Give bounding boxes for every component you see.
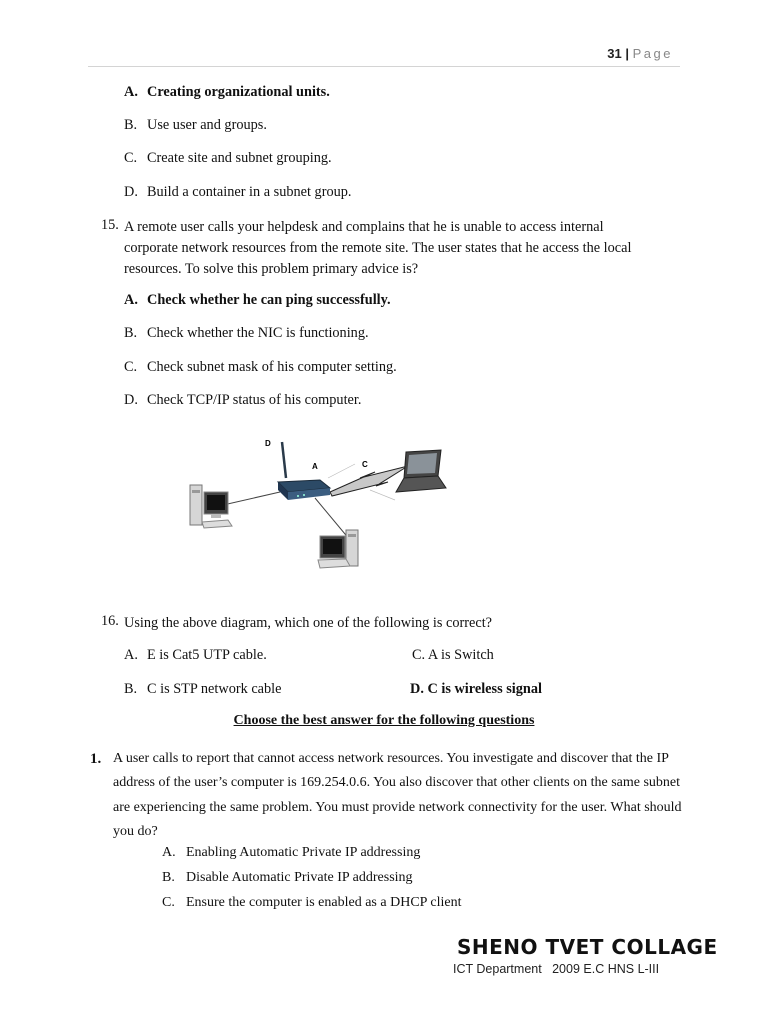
section-heading: Choose the best answer for the following questions: [233, 713, 535, 728]
q15-number: 15.: [101, 217, 119, 233]
page-header: [607, 46, 673, 61]
q14-option-c: C. Create site and subnet grouping.: [124, 150, 332, 166]
q1-option-c: C. Ensure the computer is enabled as a DHCP client: [162, 895, 462, 910]
q15-option-b: B. Check whether the NIC is functioning.: [124, 325, 369, 341]
diagram-label-a: A: [312, 462, 318, 471]
q15-question: [101, 217, 681, 283]
q16-text: Using the above diagram, which one of the following is correct?: [124, 615, 493, 631]
desktop-pc-left-icon: [190, 485, 232, 528]
q15-option-c: C. Check subnet mask of his computer setting.: [124, 359, 397, 375]
page-label: Page: [632, 46, 673, 61]
cable-to-bottom-pc: [315, 498, 350, 540]
q15-line-3: resources. To solve this problem primary advice is?: [124, 261, 419, 277]
footer-department: ICT Department 2009 E.C HNS L-III: [453, 962, 660, 976]
page-number: 31: [607, 46, 622, 61]
laptop-icon: [396, 450, 446, 492]
network-diagram: [180, 430, 450, 575]
q16-option-b: B. C is STP network cable: [124, 681, 282, 697]
q14-option-a: A. Creating organizational units.: [124, 84, 330, 100]
q16-question: [101, 613, 681, 635]
q1-text: A user calls to report that cannot access network resources. You investigate and discover that the IP address of the user’s computer is 169.254.0.6. You also discover that other clients on the same subnet are experiencing the same problem. You must provide network connectivity for the user. What should you do?: [113, 751, 682, 839]
diagram-label-c: C: [362, 460, 368, 469]
q1-option-b: B. Disable Automatic Private IP addressing: [162, 870, 413, 885]
q15-option-a: A. Check whether he can ping successfully.: [124, 292, 391, 308]
q15-line-1: A remote user calls your helpdesk and complains that he is unable to access internal: [124, 219, 604, 235]
q15-option-d: D. Check TCP/IP status of his computer.: [124, 392, 362, 408]
q15-line-2: corporate network resources from the remote site. The user states that he access the local: [124, 240, 632, 256]
wireless-router-icon: [278, 442, 330, 500]
diagram-label-d: D: [265, 439, 271, 448]
q1-number: 1.: [90, 751, 102, 767]
footer-college-name: SHENO TVET COLLAGE: [457, 935, 718, 959]
q14-option-b: B. Use user and groups.: [124, 117, 267, 133]
desktop-pc-bottom-icon: [318, 530, 358, 568]
q16-option-c: C. A is Switch: [412, 647, 494, 663]
q16-number: 16.: [101, 613, 119, 629]
q1-question: [90, 747, 690, 844]
header-rule: [88, 66, 680, 67]
q16-option-a: A. E is Cat5 UTP cable.: [124, 647, 267, 663]
q1-option-a: A. Enabling Automatic Private IP addressing: [162, 845, 421, 860]
q16-option-d: D. C is wireless signal: [410, 681, 542, 697]
page-separator: |: [625, 46, 629, 61]
q14-option-d: D. Build a container in a subnet group.: [124, 184, 352, 200]
